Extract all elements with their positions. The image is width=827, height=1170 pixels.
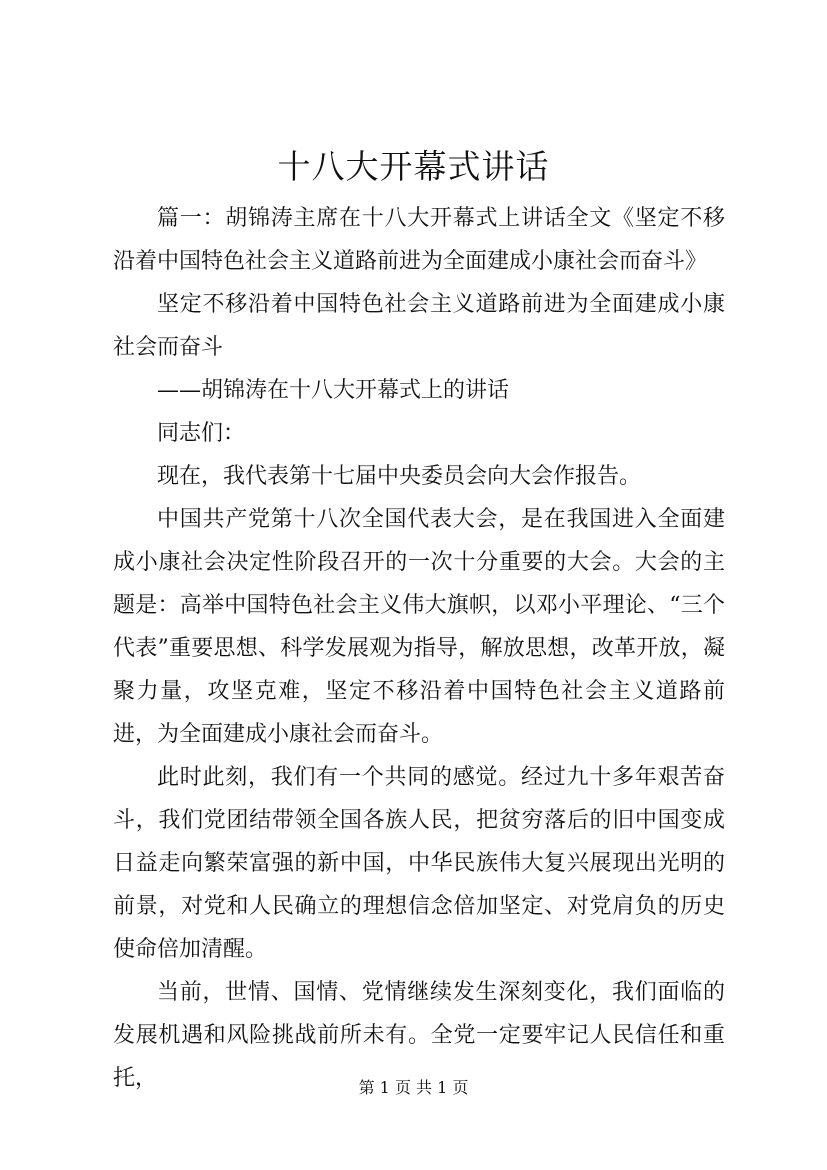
paragraph-5: 现在，我代表第十七届中央委员会向大会作报告。 [157, 464, 642, 489]
paragraph-1: 篇一：胡锦涛主席在十八大开幕式上讲话全文《坚定不移沿着中国特色社会主义道路前进为全面建成小康社会而奋斗》 [113, 206, 725, 274]
document-title: 十八大开幕式讲话 [277, 147, 550, 186]
document-body [113, 197, 725, 1100]
paragraph-2: 坚定不移沿着中国特色社会主义道路前进为全面建成小康社会而奋斗 [113, 292, 725, 360]
paragraph-3: ——胡锦涛在十八大开幕式上的讲话 [157, 378, 510, 403]
paragraph-4: 同志们： [157, 421, 246, 446]
paragraph-6: 中国共产党第十八次全国代表大会，是在我国进入全面建成小康社会决定性阶段召开的一次十分重要的大会。大会的主题是：高举中国特色社会主义伟大旗帜，以邓小平理论、“三个代表”重要思想、科学发展观为指导，解放思想，改革开放，凝聚力量，攻坚克难，坚定不移沿着中国特色社会主义道路前进，为全面建成小康社会而奋斗。 [113, 507, 725, 747]
paragraph-8: 当前，世情、国情、党情继续发生深刻变化，我们面临的发展机遇和风险挑战前所未有。全党一定要牢记人民信任和重托， [113, 980, 725, 1091]
paragraph-7: 此时此刻，我们有一个共同的感觉。经过九十多年艰苦奋斗，我们党团结带领全国各族人民，把贫穷落后的旧中国变成日益走向繁荣富强的新中国，中华民族伟大复兴展现出光明的前景，对党和人民确立的理想信念倍加坚定、对党肩负的历史使命倍加清醒。 [113, 765, 725, 962]
page-footer: 第 1 页 共 1 页 [358, 1078, 469, 1097]
